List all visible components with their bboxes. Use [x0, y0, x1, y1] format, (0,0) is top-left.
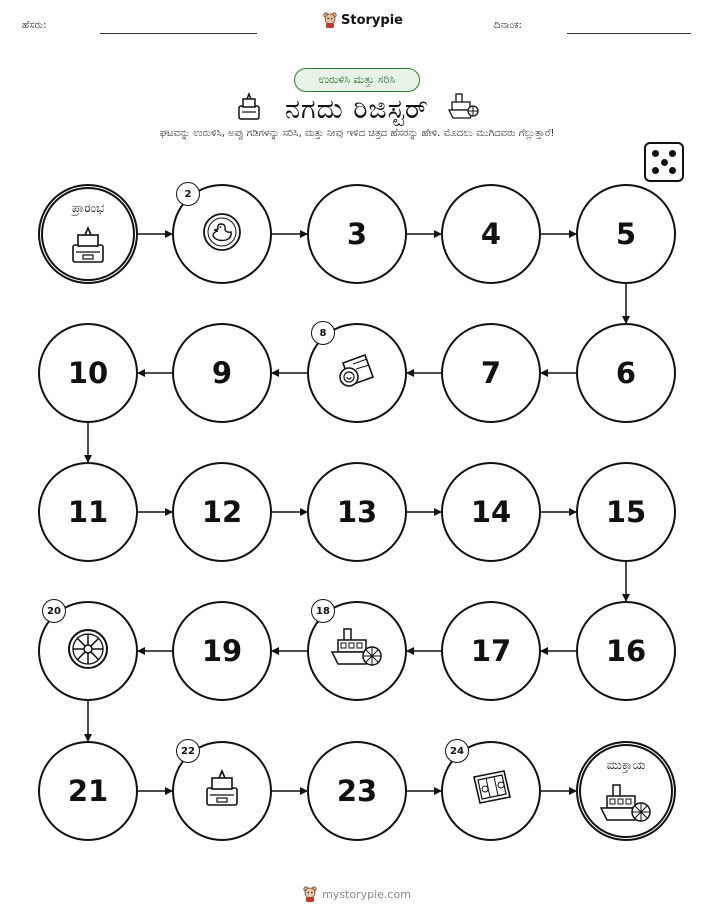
board-space-12[interactable]	[172, 462, 272, 562]
start-label: ಪ್ರಾರಂಭ	[71, 201, 105, 215]
board-space-6[interactable]	[576, 323, 676, 423]
steamboat-icon	[330, 626, 384, 676]
board-space-10[interactable]	[38, 323, 138, 423]
finish-space[interactable]	[576, 741, 676, 841]
space-number: 5	[615, 217, 637, 251]
finish-label: ಮುಕ್ತಾಯ	[606, 758, 646, 772]
date-line	[567, 33, 691, 34]
board-space-17[interactable]	[441, 601, 541, 701]
space-number-badge: 2	[176, 182, 200, 206]
wagon-wheel-icon	[65, 626, 111, 676]
space-number: 10	[67, 356, 109, 390]
board-space-5[interactable]	[576, 184, 676, 284]
name-label: ಹೆಸರು:	[22, 20, 47, 31]
game-type-pill: ಉರುಳಿಸಿ ಮತ್ತು ಸರಿಸಿ	[294, 68, 420, 92]
space-number-badge: 22	[176, 739, 200, 763]
board-space-3[interactable]	[307, 184, 407, 284]
date-label: ದಿನಾಂಕ:	[494, 20, 522, 31]
board-space-15[interactable]	[576, 462, 676, 562]
space-number: 19	[201, 634, 243, 668]
cash-tray-icon	[466, 767, 516, 815]
space-number: 21	[67, 774, 109, 808]
space-number: 14	[470, 495, 512, 529]
footer-url: mystorypie.com	[322, 887, 411, 901]
board-space-16[interactable]	[576, 601, 676, 701]
page-title: ನಗದು ರಿಜಿಸ್ಟರ್	[285, 94, 429, 125]
cash-register-icon	[201, 768, 243, 814]
space-number: 17	[470, 634, 512, 668]
space-number: 13	[336, 495, 378, 529]
start-space[interactable]	[38, 184, 138, 284]
space-number: 11	[67, 495, 109, 529]
footer	[0, 886, 714, 902]
space-number-badge: 18	[311, 599, 335, 623]
board-space-11[interactable]	[38, 462, 138, 562]
space-number-badge: 20	[42, 599, 66, 623]
receipt-roll-icon	[333, 347, 381, 399]
space-number-badge: 24	[445, 739, 469, 763]
space-number: 15	[605, 495, 647, 529]
board-space-14[interactable]	[441, 462, 541, 562]
board-space-9[interactable]	[172, 323, 272, 423]
dice-icon[interactable]	[644, 142, 684, 182]
board-space-7[interactable]	[441, 323, 541, 423]
space-number: 4	[480, 217, 502, 251]
board-space-19[interactable]	[172, 601, 272, 701]
space-number: 6	[615, 356, 637, 390]
space-number: 3	[346, 217, 368, 251]
board-space-4[interactable]	[441, 184, 541, 284]
space-number: 7	[480, 356, 502, 390]
steamboat-icon	[448, 92, 480, 122]
board-space-23[interactable]	[307, 741, 407, 841]
brand-name: Storypie	[341, 12, 403, 28]
space-number: 23	[336, 774, 378, 808]
space-number: 12	[201, 495, 243, 529]
space-number: 9	[211, 356, 233, 390]
bear-logo-icon	[303, 886, 317, 902]
space-number-badge: 8	[311, 321, 335, 345]
name-line	[100, 33, 257, 34]
board-space-21[interactable]	[38, 741, 138, 841]
steamboat-icon	[599, 782, 653, 832]
cash-register-icon	[67, 225, 109, 271]
bear-logo-icon	[323, 12, 337, 28]
space-number: 16	[605, 634, 647, 668]
instructions: ಘಟವನ್ನು ಉರುಳಿಸಿ, ಅಪ್ಪು ಗಡಿಗಳನ್ನು ಸರಿಸಿ, ಮತ್ತು ನೀವು ಇಳಿದ ಚಿತ್ರದ ಹೆಸರನ್ನು ಹೇಳಿ. ಮೊದಲು ಮುಗಿದವರು ಗೆಲ್ಲುತ್ತಾರೆ!	[159, 128, 555, 139]
duck-coin-icon	[199, 209, 245, 259]
board-space-13[interactable]	[307, 462, 407, 562]
brand	[323, 12, 403, 28]
